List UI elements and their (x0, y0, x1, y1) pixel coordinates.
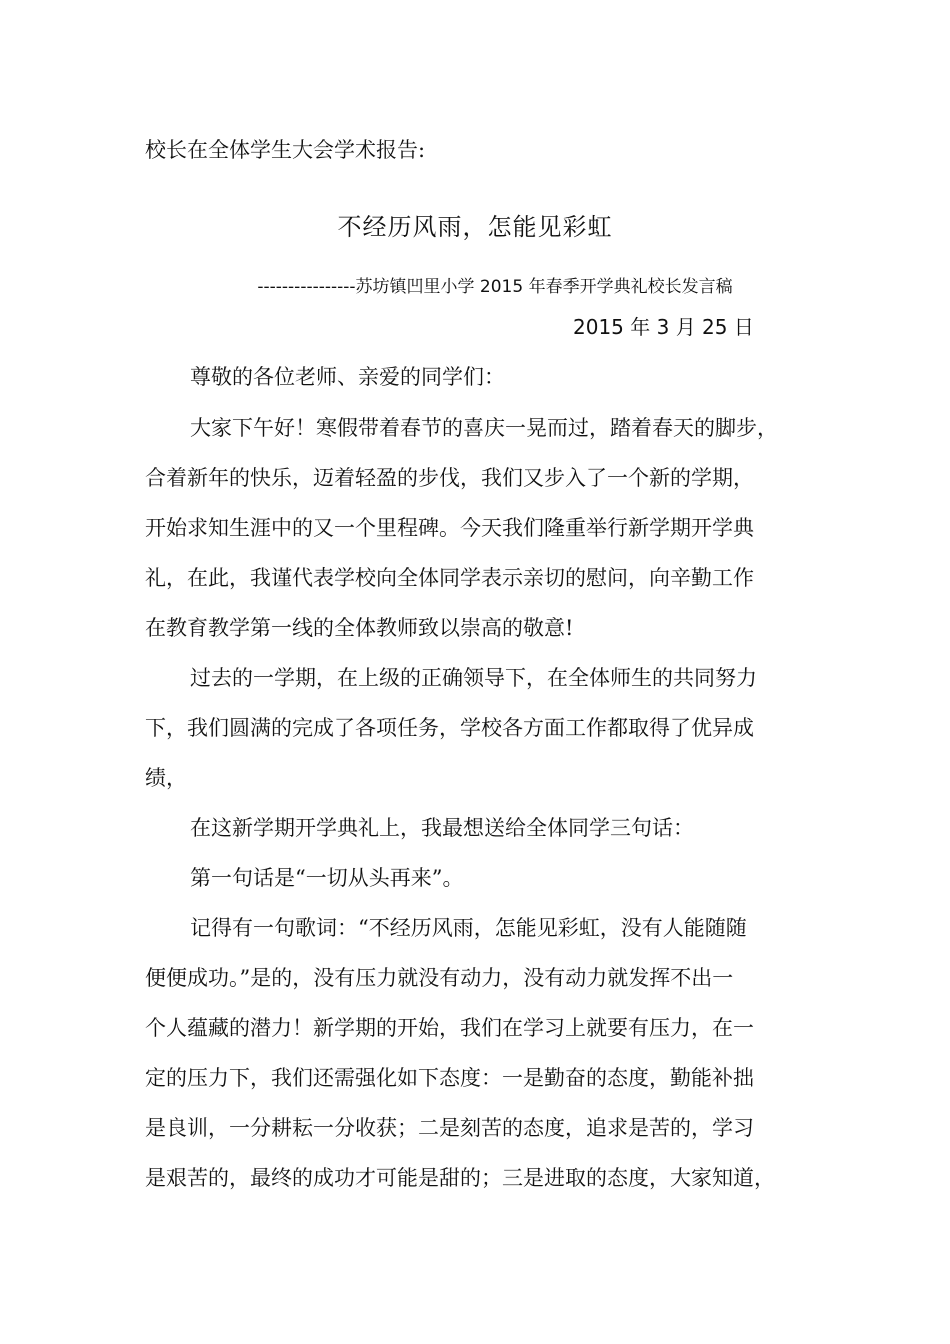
paragraph-line: 绩， (145, 766, 187, 790)
paragraph-line: 大家下午好！寒假带着春节的喜庆一晃而过，踏着春天的脚步， (190, 416, 778, 440)
paragraph-line: 个人蕴藏的潜力！新学期的开始，我们在学习上就要有压力，在一 (145, 1016, 754, 1040)
paragraph-line: 是艰苦的，最终的成功才可能是甜的；三是进取的态度，大家知道， (145, 1166, 775, 1190)
document-title: 不经历风雨，怎能见彩虹 (337, 213, 613, 241)
document-subtitle: ----------------苏坊镇凹里小学 2015 年春季开学典礼校长发言稿 (257, 277, 733, 297)
paragraph-line: 便便成功。”是的，没有压力就没有动力，没有动力就发挥不出一 (145, 966, 734, 990)
paragraph-line: 在教育教学第一线的全体教师致以崇高的敬意! (145, 616, 574, 640)
paragraph-line: 过去的一学期，在上级的正确领导下，在全体师生的共同努力 (190, 666, 757, 690)
salutation: 尊敬的各位老师、亲爱的同学们： (190, 365, 505, 389)
paragraph-line: 下，我们圆满的完成了各项任务，学校各方面工作都取得了优异成 (145, 716, 754, 740)
intro-heading: 校长在全体学生大会学术报告: (145, 138, 426, 162)
paragraph-line: 开始求知生涯中的又一个里程碑。今天我们隆重举行新学期开学典 (145, 516, 754, 540)
paragraph-line: 礼，在此，我谨代表学校向全体同学表示亲切的慰问，向辛勤工作 (145, 566, 754, 590)
paragraph-line: 合着新年的快乐，迈着轻盈的步伐，我们又步入了一个新的学期， (145, 466, 754, 490)
document-date: 2015 年 3 月 25 日 (573, 315, 754, 339)
paragraph-line: 第一句话是“一切从头再来”。 (190, 866, 464, 890)
paragraph-line: 记得有一句歌词：“不经历风雨，怎能见彩虹，没有人能随随 (190, 916, 747, 940)
paragraph-line: 在这新学期开学典礼上，我最想送给全体同学三句话： (190, 816, 694, 840)
paragraph-line: 是良训，一分耕耘一分收获；二是刻苦的态度，追求是苦的，学习 (145, 1116, 754, 1140)
paragraph-line: 定的压力下，我们还需强化如下态度：一是勤奋的态度，勤能补拙 (145, 1066, 754, 1090)
